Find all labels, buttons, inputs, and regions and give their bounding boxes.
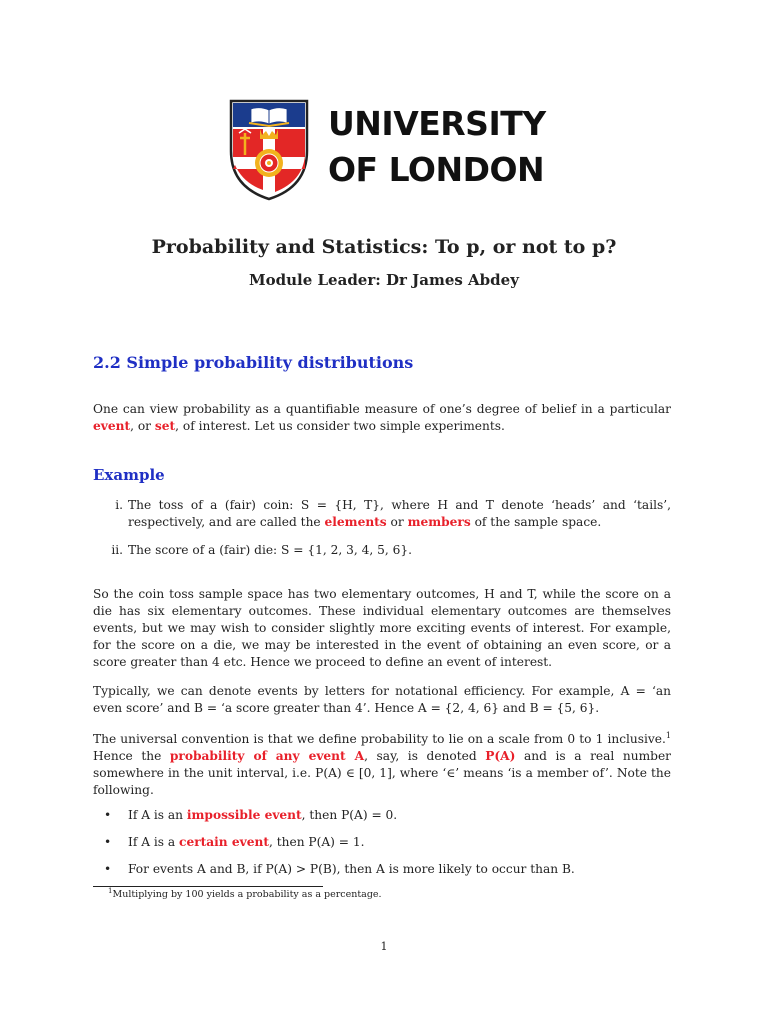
term-set: set bbox=[154, 419, 176, 433]
bullet-icon: • bbox=[104, 862, 112, 876]
bullet-body: For events A and B, if P(A) > P(B), then A is more likely to occur than B. bbox=[128, 862, 575, 876]
example-heading: Example bbox=[93, 466, 165, 484]
intro-sep: , or bbox=[130, 419, 155, 433]
section-heading: 2.2 Simple probability distributions bbox=[93, 353, 414, 372]
paragraph-convention bbox=[93, 731, 671, 799]
list-item-text: The toss of a (fair) coin: S = {H, T}, where H and T denote ‘heads’ and ‘tails’, respectively, and are called the bbox=[128, 498, 671, 529]
term-probability-of-any-event: probability of any event A bbox=[169, 749, 365, 763]
university-shield-icon bbox=[229, 99, 309, 201]
term-event: event bbox=[93, 419, 131, 433]
footnote-number: 1 bbox=[108, 886, 113, 895]
term-p-of-a: P(A) bbox=[485, 749, 516, 763]
bullet-text: If A is an bbox=[128, 808, 187, 822]
list-item-number: i. bbox=[115, 498, 123, 512]
wordmark-line-1: UNIVERSITY bbox=[328, 104, 546, 143]
term-impossible-event: impossible event bbox=[186, 808, 302, 822]
paragraph-text: , say, is denoted bbox=[364, 749, 486, 763]
university-logo bbox=[229, 99, 546, 201]
bullet-body bbox=[128, 834, 365, 851]
intro-paragraph bbox=[93, 401, 671, 435]
footnote-mark: 1 bbox=[665, 730, 671, 740]
bullet-icon: • bbox=[104, 808, 112, 822]
bullet-text: , then P(A) = 1. bbox=[268, 835, 365, 849]
list-item-body: The score of a (fair) die: S = {1, 2, 3, 4, 5, 6}. bbox=[128, 543, 412, 557]
term-members: members bbox=[407, 515, 471, 529]
footnote-divider bbox=[93, 886, 323, 887]
list-item-text: or bbox=[386, 515, 408, 529]
page-number: 1 bbox=[380, 940, 388, 953]
paragraph-text: Hence the bbox=[93, 749, 170, 763]
paragraph-text: The universal convention is that we define probability to lie on a scale from 0 to 1 inclusive. bbox=[93, 732, 666, 746]
bullet-icon: • bbox=[104, 835, 112, 849]
paragraph-sample-spaces: So the coin toss sample space has two elementary outcomes, H and T, while the score on a die has six elementary outcomes. These individual elementary outcomes are themselves events, but we may wish to consider slightly more exciting events of interest. For example, for the score on a die, we may be interested in the event of obtaining an even score, or a score greater than 4 etc. Hence we proceed to define an event of interest. bbox=[93, 587, 671, 669]
term-elements: elements bbox=[324, 515, 387, 529]
document-subtitle: Module Leader: Dr James Abdey bbox=[249, 271, 519, 289]
list-item-number: ii. bbox=[111, 543, 123, 557]
intro-rest: , of interest. Let us consider two simple experiments. bbox=[175, 419, 505, 433]
document-title: Probability and Statistics: To p, or not to p? bbox=[151, 236, 617, 258]
intro-line-1: One can view probability as a quantifiable measure of one’s degree of belief in a particular bbox=[93, 402, 671, 416]
wordmark-line-2: OF LONDON bbox=[328, 150, 545, 189]
footnote bbox=[108, 886, 382, 901]
term-certain-event: certain event bbox=[179, 835, 269, 849]
bullet-text: , then P(A) = 0. bbox=[301, 808, 398, 822]
university-wordmark bbox=[328, 101, 546, 193]
list-item-text: of the sample space. bbox=[470, 515, 602, 529]
bullet-text: If A is a bbox=[128, 835, 180, 849]
footnote-text: Multiplying by 100 yields a probability as a percentage. bbox=[112, 889, 382, 900]
list-item-body bbox=[128, 497, 671, 531]
bullet-body bbox=[128, 807, 397, 824]
paragraph-text: and is a real number somewhere in the unit interval, i.e. P(A) ∈ [0, 1], where ‘∈’ means ‘is a member of’. Note the following. bbox=[93, 749, 671, 797]
paragraph-notation: Typically, we can denote events by letters for notational efficiency. For example, A = ‘an even score’ and B = ‘a score greater than 4’. Hence A = {2, 4, 6} and B = {5, 6}. bbox=[93, 684, 671, 715]
